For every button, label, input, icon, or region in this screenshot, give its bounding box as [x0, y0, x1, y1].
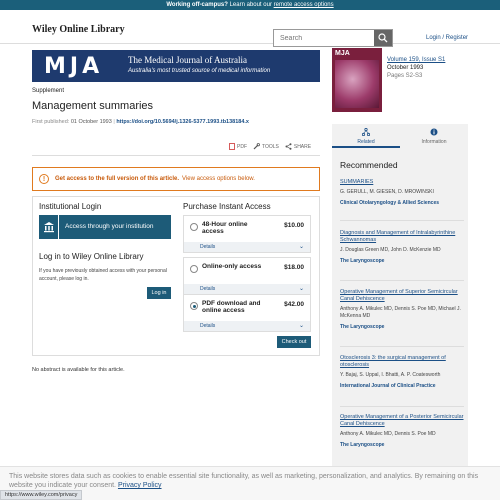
recommended-journal[interactable]: International Journal of Clinical Practice: [340, 383, 436, 389]
status-bar-url: https://www.wiley.com/privacy: [0, 490, 82, 500]
option-radio[interactable]: [190, 265, 198, 273]
issue-cover[interactable]: [332, 48, 382, 112]
log-in-button[interactable]: Log in: [147, 287, 171, 299]
recommended-title-link[interactable]: SUMMARIES: [340, 179, 374, 185]
issue-date: October 1993: [387, 65, 424, 71]
recommended-item: [340, 289, 464, 331]
divider: [32, 155, 320, 156]
chevron-down-icon: ⌄: [298, 323, 304, 329]
privacy-policy-link[interactable]: Privacy Policy: [117, 482, 162, 489]
option-price: $10.00: [284, 222, 304, 229]
option-price: $42.00: [284, 301, 304, 308]
warning-icon: !: [39, 174, 49, 184]
recommended-title-link[interactable]: Operative Management of a Posterior Semicircular Canal Dehiscence: [340, 414, 464, 427]
tools-button[interactable]: [253, 143, 279, 150]
institution-icon: [39, 215, 59, 239]
site-header: [0, 10, 500, 44]
remote-access-link[interactable]: remote access options: [273, 2, 334, 8]
journal-title: The Medical Journal of Australia: [128, 55, 247, 65]
recommended-item: [340, 355, 464, 390]
recommended-title-link[interactable]: Otosclerosis 3: the surgical management of otosclerosis: [340, 355, 446, 368]
recommended-item: [340, 414, 464, 449]
pdf-icon: [229, 143, 235, 150]
checkout-button[interactable]: Check out: [277, 336, 311, 348]
pdf-label: PDF: [237, 143, 247, 150]
option-label: 48-Hour online access: [202, 221, 248, 235]
issue-info: [387, 56, 445, 80]
doi-link[interactable]: https://doi.org/10.5694/j.1326-5377.1993.tb138184.x: [116, 119, 249, 125]
cookie-text: This website stores data such as cookies to enable essential site functionality, as well as marketing, personalization, and analytics. By remaining on this website you indicate your consent.: [9, 473, 479, 489]
tab-related[interactable]: [332, 124, 400, 148]
wiley-login-text: If you have previously obtained access with your personal account, please log in.: [39, 268, 167, 282]
purchase-heading: Purchase Instant Access: [183, 202, 271, 211]
option-label: Online-only access: [202, 263, 262, 270]
cover-label: MJA: [335, 50, 350, 57]
option-radio[interactable]: [190, 302, 198, 310]
share-button[interactable]: [285, 143, 311, 150]
option-details-toggle[interactable]: [184, 284, 310, 294]
recommended-item: [340, 230, 464, 265]
no-abstract-notice: No abstract is available for this article.: [32, 367, 125, 373]
purchase-option-pdf[interactable]: [183, 294, 311, 332]
purchase-option-48hour[interactable]: [183, 215, 311, 253]
volume-link[interactable]: Volume 159, Issue S1: [387, 57, 446, 63]
issue-pages: Pages S2-S3: [387, 73, 423, 79]
details-label: Details: [200, 244, 216, 250]
recommended-journal[interactable]: The Laryngoscope: [340, 442, 385, 448]
offcampus-bar: [0, 0, 500, 10]
offcampus-bold: Working off-campus?: [166, 2, 228, 8]
tab-information[interactable]: [400, 124, 468, 148]
offcampus-text: Learn about our: [227, 2, 274, 8]
published-date: 01 October 1993: [70, 119, 112, 125]
recommended-divider: [340, 280, 464, 281]
login-register-link[interactable]: Login / Register: [426, 35, 469, 41]
chevron-down-icon: ⌄: [298, 286, 304, 292]
chevron-down-icon: ⌄: [298, 244, 304, 250]
recommended-authors: Anthony A. Mikulec MD, Dennis S. Poe MD: [340, 431, 436, 437]
publication-info: [32, 119, 249, 125]
access-panel: [32, 196, 320, 356]
sidebar: [332, 124, 468, 500]
recommended-journal[interactable]: Clinical Otolaryngology & Allied Sciences: [340, 200, 440, 206]
share-label: SHARE: [293, 143, 312, 150]
tab-information-label: Information: [421, 139, 447, 145]
option-details-toggle[interactable]: [184, 321, 310, 331]
recommended-authors: Y. Bajaj, S. Uppal, I. Bhatti, A. P. Coatesworth: [340, 372, 441, 378]
cover-artwork: [335, 60, 379, 108]
article-section: Supplement: [32, 88, 65, 94]
journal-banner[interactable]: [32, 50, 320, 82]
recommended-journal[interactable]: The Laryngoscope: [340, 324, 385, 330]
cookie-text-block: [9, 472, 489, 490]
share-network-icon: [362, 128, 370, 136]
institution-access-button[interactable]: [39, 215, 171, 239]
details-label: Details: [200, 286, 216, 292]
option-label: PDF download and online access: [202, 300, 261, 314]
journal-tagline: Australia's most trusted source of medical information: [128, 68, 271, 74]
institutional-login-heading: Institutional Login: [39, 202, 102, 211]
article-tools: [229, 143, 311, 150]
option-details-toggle[interactable]: [184, 242, 310, 252]
access-notice: [32, 167, 320, 191]
wiley-logo[interactable]: Wiley Online Library: [32, 24, 125, 35]
published-label: First published:: [32, 119, 71, 125]
recommended-title-link[interactable]: Operative Management of Superior Semicircular Canal Dehiscence: [340, 289, 458, 302]
option-radio[interactable]: [190, 223, 198, 231]
access-notice-bold: Get access to the full version of this article.: [55, 176, 180, 182]
access-options-link[interactable]: View access options below.: [182, 176, 255, 182]
search-button[interactable]: [374, 30, 392, 46]
recommended-title-link[interactable]: Diagnosis and Management of Intralabyrinthine Schwannomas: [340, 230, 456, 243]
pdf-button[interactable]: [229, 143, 247, 150]
recommended-authors: G. GERULL, M. GIESEN, D. MROWINSKI: [340, 189, 434, 195]
recommended-authors: J. Douglas Green MD, John D. McKenzie MD: [340, 247, 441, 253]
tools-label: TOOLS: [262, 143, 279, 150]
article-title: Management summaries: [32, 100, 154, 112]
institution-button-label: Access through your institution: [65, 223, 154, 230]
recommended-journal[interactable]: The Laryngoscope: [340, 258, 385, 264]
recommended-item: [340, 179, 464, 207]
info-icon: [430, 128, 438, 136]
sidebar-tabs: [332, 124, 468, 148]
recommended-divider: [340, 406, 464, 407]
recommended-heading: Recommended: [340, 160, 398, 170]
wrench-icon: [253, 143, 260, 150]
search-icon: [378, 33, 388, 43]
pub-separator: |: [111, 119, 117, 125]
recommended-divider: [340, 220, 464, 221]
share-icon: [285, 143, 292, 150]
search-input[interactable]: [274, 30, 374, 46]
details-label: Details: [200, 323, 216, 329]
recommended-divider: [340, 346, 464, 347]
tab-related-label: Related: [357, 139, 375, 145]
journal-abbr: MJA: [44, 54, 104, 79]
purchase-option-online[interactable]: [183, 257, 311, 295]
option-price: $18.00: [284, 264, 304, 271]
recommended-authors: Anthony A. Mikulec MD, Dennis S. Poe MD, Michael J. McKenna MD: [340, 306, 461, 319]
search-bar: [273, 29, 393, 47]
wiley-login-heading: Log in to Wiley Online Library: [39, 252, 144, 261]
